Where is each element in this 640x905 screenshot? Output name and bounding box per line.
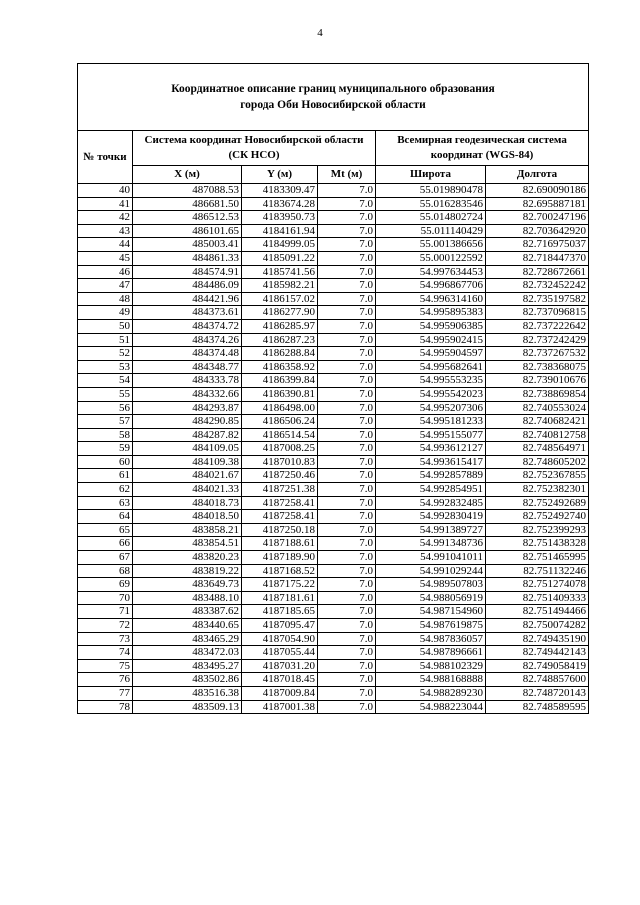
table-row [78, 306, 589, 320]
mt-value: 7.0 [318, 551, 376, 565]
latitude-value: 54.995682641 [376, 360, 486, 374]
table-row [78, 578, 589, 592]
table-row [78, 197, 589, 211]
table-row [78, 415, 589, 429]
table-row [78, 211, 589, 225]
longitude-value: 82.752492689 [486, 496, 589, 510]
point-number: 49 [78, 306, 133, 320]
mt-value: 7.0 [318, 347, 376, 361]
mt-value: 7.0 [318, 292, 376, 306]
y-value: 4183950.73 [242, 211, 318, 225]
y-value: 4186288.84 [242, 347, 318, 361]
mt-value: 7.0 [318, 659, 376, 673]
x-value: 484373.61 [133, 306, 242, 320]
longitude-value: 82.740812758 [486, 428, 589, 442]
y-value: 4187168.52 [242, 564, 318, 578]
longitude-value: 82.728672661 [486, 265, 589, 279]
mt-value: 7.0 [318, 455, 376, 469]
y-value: 4187010.83 [242, 455, 318, 469]
mt-value: 7.0 [318, 510, 376, 524]
table-row [78, 265, 589, 279]
point-number: 57 [78, 415, 133, 429]
y-value: 4187251.38 [242, 483, 318, 497]
longitude-value: 82.738368075 [486, 360, 589, 374]
y-value: 4187258.41 [242, 510, 318, 524]
x-value: 483502.86 [133, 673, 242, 687]
y-value: 4186157.02 [242, 292, 318, 306]
y-value: 4183674.28 [242, 197, 318, 211]
longitude-value: 82.740682421 [486, 415, 589, 429]
x-value: 483488.10 [133, 591, 242, 605]
latitude-value: 54.995553235 [376, 374, 486, 388]
point-number: 74 [78, 646, 133, 660]
table-row [78, 387, 589, 401]
y-value: 4186399.84 [242, 374, 318, 388]
mt-value: 7.0 [318, 646, 376, 660]
mt-value: 7.0 [318, 700, 376, 714]
longitude-value: 82.752399293 [486, 523, 589, 537]
table-row [78, 659, 589, 673]
y-value: 4187009.84 [242, 686, 318, 700]
longitude-value: 82.751409333 [486, 591, 589, 605]
table-row [78, 537, 589, 551]
latitude-header: Широта [376, 166, 486, 184]
y-value: 4186277.90 [242, 306, 318, 320]
table-row [78, 360, 589, 374]
x-value: 486512.53 [133, 211, 242, 225]
point-number: 44 [78, 238, 133, 252]
longitude-value: 82.700247196 [486, 211, 589, 225]
longitude-value: 82.703642920 [486, 224, 589, 238]
latitude-value: 54.996867706 [376, 279, 486, 293]
latitude-value: 54.993612127 [376, 442, 486, 456]
longitude-value: 82.738869854 [486, 387, 589, 401]
longitude-value: 82.751494466 [486, 605, 589, 619]
latitude-value: 54.991389727 [376, 523, 486, 537]
y-value: 4186498.00 [242, 401, 318, 415]
longitude-value: 82.750074282 [486, 619, 589, 633]
point-number: 59 [78, 442, 133, 456]
mt-value: 7.0 [318, 401, 376, 415]
point-number: 52 [78, 347, 133, 361]
latitude-value: 54.995906385 [376, 319, 486, 333]
longitude-value: 82.748720143 [486, 686, 589, 700]
point-number: 55 [78, 387, 133, 401]
x-value: 483649.73 [133, 578, 242, 592]
longitude-value: 82.751438328 [486, 537, 589, 551]
latitude-value: 55.016283546 [376, 197, 486, 211]
latitude-value: 55.011140429 [376, 224, 486, 238]
mt-value: 7.0 [318, 442, 376, 456]
latitude-value: 54.992857889 [376, 469, 486, 483]
point-number: 76 [78, 673, 133, 687]
x-value: 483509.13 [133, 700, 242, 714]
mt-value: 7.0 [318, 224, 376, 238]
mt-value: 7.0 [318, 537, 376, 551]
mt-value: 7.0 [318, 591, 376, 605]
mt-value: 7.0 [318, 184, 376, 198]
point-number: 45 [78, 251, 133, 265]
table-row [78, 564, 589, 578]
mt-value: 7.0 [318, 523, 376, 537]
table-row [78, 646, 589, 660]
y-value: 4186358.92 [242, 360, 318, 374]
x-value: 484421.96 [133, 292, 242, 306]
x-value: 484021.67 [133, 469, 242, 483]
x-value: 484018.50 [133, 510, 242, 524]
latitude-value: 54.992830419 [376, 510, 486, 524]
longitude-value: 82.740553024 [486, 401, 589, 415]
longitude-value: 82.732452242 [486, 279, 589, 293]
latitude-value: 54.987896661 [376, 646, 486, 660]
mt-value: 7.0 [318, 306, 376, 320]
longitude-value: 82.748589595 [486, 700, 589, 714]
point-number: 40 [78, 184, 133, 198]
longitude-value: 82.737096815 [486, 306, 589, 320]
point-number: 56 [78, 401, 133, 415]
latitude-value: 54.988102329 [376, 659, 486, 673]
y-value: 4187095.47 [242, 619, 318, 633]
table-row [78, 319, 589, 333]
x-value: 483387.62 [133, 605, 242, 619]
y-value: 4184161.94 [242, 224, 318, 238]
y-value: 4187250.18 [242, 523, 318, 537]
point-number: 54 [78, 374, 133, 388]
x-value: 486681.50 [133, 197, 242, 211]
table-row [78, 347, 589, 361]
point-number: 77 [78, 686, 133, 700]
x-value: 483495.27 [133, 659, 242, 673]
longitude-value: 82.737222642 [486, 319, 589, 333]
y-value: 4187188.61 [242, 537, 318, 551]
y-value: 4187054.90 [242, 632, 318, 646]
x-value: 484287.82 [133, 428, 242, 442]
title-line-1: Координатное описание границ муниципального образования [171, 83, 495, 95]
latitude-value: 55.019890478 [376, 184, 486, 198]
x-value: 484290.85 [133, 415, 242, 429]
point-number: 46 [78, 265, 133, 279]
y-value: 4185982.21 [242, 279, 318, 293]
table-row [78, 251, 589, 265]
point-number: 53 [78, 360, 133, 374]
latitude-value: 54.992854951 [376, 483, 486, 497]
point-number: 78 [78, 700, 133, 714]
table-title [78, 64, 589, 131]
y-value: 4187008.25 [242, 442, 318, 456]
longitude-value: 82.749058419 [486, 659, 589, 673]
point-number: 42 [78, 211, 133, 225]
table-row [78, 496, 589, 510]
table-row [78, 632, 589, 646]
point-number: 51 [78, 333, 133, 347]
table-row [78, 401, 589, 415]
point-number: 69 [78, 578, 133, 592]
point-number: 58 [78, 428, 133, 442]
mt-value: 7.0 [318, 428, 376, 442]
latitude-value: 54.988223044 [376, 700, 486, 714]
latitude-value: 54.987836057 [376, 632, 486, 646]
y-value: 4183309.47 [242, 184, 318, 198]
longitude-value: 82.749442143 [486, 646, 589, 660]
table-row [78, 523, 589, 537]
longitude-value: 82.718447370 [486, 251, 589, 265]
latitude-value: 54.991029244 [376, 564, 486, 578]
longitude-value: 82.739010676 [486, 374, 589, 388]
mt-value: 7.0 [318, 415, 376, 429]
y-header: Y (м) [242, 166, 318, 184]
mt-value: 7.0 [318, 605, 376, 619]
mt-value: 7.0 [318, 632, 376, 646]
longitude-value: 82.716975037 [486, 238, 589, 252]
latitude-value: 54.995902415 [376, 333, 486, 347]
latitude-value: 54.991348736 [376, 537, 486, 551]
y-value: 4187185.65 [242, 605, 318, 619]
mt-value: 7.0 [318, 333, 376, 347]
latitude-value: 55.001386656 [376, 238, 486, 252]
table-row [78, 238, 589, 252]
table-row [78, 619, 589, 633]
point-number: 48 [78, 292, 133, 306]
mt-value: 7.0 [318, 578, 376, 592]
longitude-value: 82.735197582 [486, 292, 589, 306]
y-value: 4187258.41 [242, 496, 318, 510]
table-row [78, 184, 589, 198]
y-value: 4185091.22 [242, 251, 318, 265]
longitude-value: 82.748605202 [486, 455, 589, 469]
longitude-value: 82.737242429 [486, 333, 589, 347]
latitude-value: 54.995542023 [376, 387, 486, 401]
mt-value: 7.0 [318, 197, 376, 211]
x-value: 484332.66 [133, 387, 242, 401]
table-row [78, 510, 589, 524]
longitude-value: 82.751274078 [486, 578, 589, 592]
x-value: 486101.65 [133, 224, 242, 238]
mt-value: 7.0 [318, 265, 376, 279]
x-value: 484374.72 [133, 319, 242, 333]
x-value: 484861.33 [133, 251, 242, 265]
table-row [78, 551, 589, 565]
point-number: 63 [78, 496, 133, 510]
table-row [78, 605, 589, 619]
wgs-system-header: Всемирная геодезическая система координат (WGS-84) [376, 131, 589, 166]
point-number: 66 [78, 537, 133, 551]
point-number: 71 [78, 605, 133, 619]
x-value: 483472.03 [133, 646, 242, 660]
latitude-value: 54.997634453 [376, 265, 486, 279]
latitude-value: 54.988168888 [376, 673, 486, 687]
mt-value: 7.0 [318, 496, 376, 510]
table-row [78, 374, 589, 388]
table-row [78, 483, 589, 497]
point-number: 75 [78, 659, 133, 673]
y-value: 4187175.22 [242, 578, 318, 592]
mt-value: 7.0 [318, 619, 376, 633]
local-system-header: Система координат Новосибирской области (СК НСО) [133, 131, 376, 166]
mt-value: 7.0 [318, 360, 376, 374]
point-number: 43 [78, 224, 133, 238]
longitude-value: 82.695887181 [486, 197, 589, 211]
point-number: 50 [78, 319, 133, 333]
table-row [78, 428, 589, 442]
latitude-value: 55.000122592 [376, 251, 486, 265]
point-number: 62 [78, 483, 133, 497]
x-value: 484374.48 [133, 347, 242, 361]
latitude-value: 54.996314160 [376, 292, 486, 306]
page-number: 4 [317, 27, 323, 39]
mt-value: 7.0 [318, 211, 376, 225]
longitude-value: 82.748857600 [486, 673, 589, 687]
x-value: 483854.51 [133, 537, 242, 551]
y-value: 4187189.90 [242, 551, 318, 565]
mt-value: 7.0 [318, 387, 376, 401]
x-value: 484021.33 [133, 483, 242, 497]
point-number: 73 [78, 632, 133, 646]
table-row [78, 224, 589, 238]
latitude-value: 54.993615417 [376, 455, 486, 469]
mt-value: 7.0 [318, 686, 376, 700]
latitude-value: 54.988289230 [376, 686, 486, 700]
x-value: 483516.38 [133, 686, 242, 700]
y-value: 4186285.97 [242, 319, 318, 333]
x-value: 484109.38 [133, 455, 242, 469]
x-value: 483465.29 [133, 632, 242, 646]
latitude-value: 54.989507803 [376, 578, 486, 592]
x-value: 484018.73 [133, 496, 242, 510]
y-value: 4186390.81 [242, 387, 318, 401]
x-value: 484109.05 [133, 442, 242, 456]
x-value: 484486.09 [133, 279, 242, 293]
x-value: 483858.21 [133, 523, 242, 537]
longitude-value: 82.751132246 [486, 564, 589, 578]
x-value: 483819.22 [133, 564, 242, 578]
latitude-value: 54.987154960 [376, 605, 486, 619]
x-value: 484293.87 [133, 401, 242, 415]
point-number: 68 [78, 564, 133, 578]
y-value: 4187250.46 [242, 469, 318, 483]
x-header: X (м) [133, 166, 242, 184]
y-value: 4186506.24 [242, 415, 318, 429]
table-row [78, 279, 589, 293]
point-number: 72 [78, 619, 133, 633]
y-value: 4186287.23 [242, 333, 318, 347]
y-value: 4187055.44 [242, 646, 318, 660]
y-value: 4184999.05 [242, 238, 318, 252]
latitude-value: 54.995207306 [376, 401, 486, 415]
table-row [78, 686, 589, 700]
table-row [78, 591, 589, 605]
x-value: 484374.26 [133, 333, 242, 347]
coordinates-table [77, 63, 589, 714]
latitude-value: 54.987619875 [376, 619, 486, 633]
point-number: 47 [78, 279, 133, 293]
x-value: 483440.65 [133, 619, 242, 633]
longitude-value: 82.690090186 [486, 184, 589, 198]
x-value: 485003.41 [133, 238, 242, 252]
x-value: 484574.91 [133, 265, 242, 279]
y-value: 4187181.61 [242, 591, 318, 605]
latitude-value: 54.988056919 [376, 591, 486, 605]
mt-value: 7.0 [318, 251, 376, 265]
title-line-2: города Оби Новосибирской области [240, 99, 426, 111]
point-number: 67 [78, 551, 133, 565]
table-body [78, 184, 589, 714]
mt-value: 7.0 [318, 238, 376, 252]
latitude-value: 54.995181233 [376, 415, 486, 429]
mt-value: 7.0 [318, 469, 376, 483]
y-value: 4187031.20 [242, 659, 318, 673]
longitude-value: 82.751465995 [486, 551, 589, 565]
point-number: 65 [78, 523, 133, 537]
longitude-value: 82.752382301 [486, 483, 589, 497]
point-number: 70 [78, 591, 133, 605]
mt-value: 7.0 [318, 319, 376, 333]
y-value: 4186514.54 [242, 428, 318, 442]
table-row [78, 442, 589, 456]
table-row [78, 673, 589, 687]
x-value: 484333.78 [133, 374, 242, 388]
latitude-value: 54.991041011 [376, 551, 486, 565]
latitude-value: 55.014802724 [376, 211, 486, 225]
longitude-value: 82.752367855 [486, 469, 589, 483]
latitude-value: 54.992832485 [376, 496, 486, 510]
latitude-value: 54.995895383 [376, 306, 486, 320]
mt-value: 7.0 [318, 564, 376, 578]
mt-value: 7.0 [318, 483, 376, 497]
x-value: 483820.23 [133, 551, 242, 565]
table-row [78, 700, 589, 714]
point-number-header: № точки [78, 131, 133, 184]
y-value: 4187018.45 [242, 673, 318, 687]
point-number: 41 [78, 197, 133, 211]
longitude-value: 82.752492740 [486, 510, 589, 524]
mt-value: 7.0 [318, 673, 376, 687]
latitude-value: 54.995904597 [376, 347, 486, 361]
longitude-header: Долгота [486, 166, 589, 184]
x-value: 484348.77 [133, 360, 242, 374]
y-value: 4187001.38 [242, 700, 318, 714]
mt-header: Mt (м) [318, 166, 376, 184]
table-row [78, 469, 589, 483]
table-row [78, 292, 589, 306]
table-row [78, 455, 589, 469]
longitude-value: 82.749435190 [486, 632, 589, 646]
longitude-value: 82.737267532 [486, 347, 589, 361]
x-value: 487088.53 [133, 184, 242, 198]
point-number: 60 [78, 455, 133, 469]
longitude-value: 82.748564971 [486, 442, 589, 456]
latitude-value: 54.995155077 [376, 428, 486, 442]
point-number: 61 [78, 469, 133, 483]
mt-value: 7.0 [318, 374, 376, 388]
point-number: 64 [78, 510, 133, 524]
table-row [78, 333, 589, 347]
mt-value: 7.0 [318, 279, 376, 293]
y-value: 4185741.56 [242, 265, 318, 279]
